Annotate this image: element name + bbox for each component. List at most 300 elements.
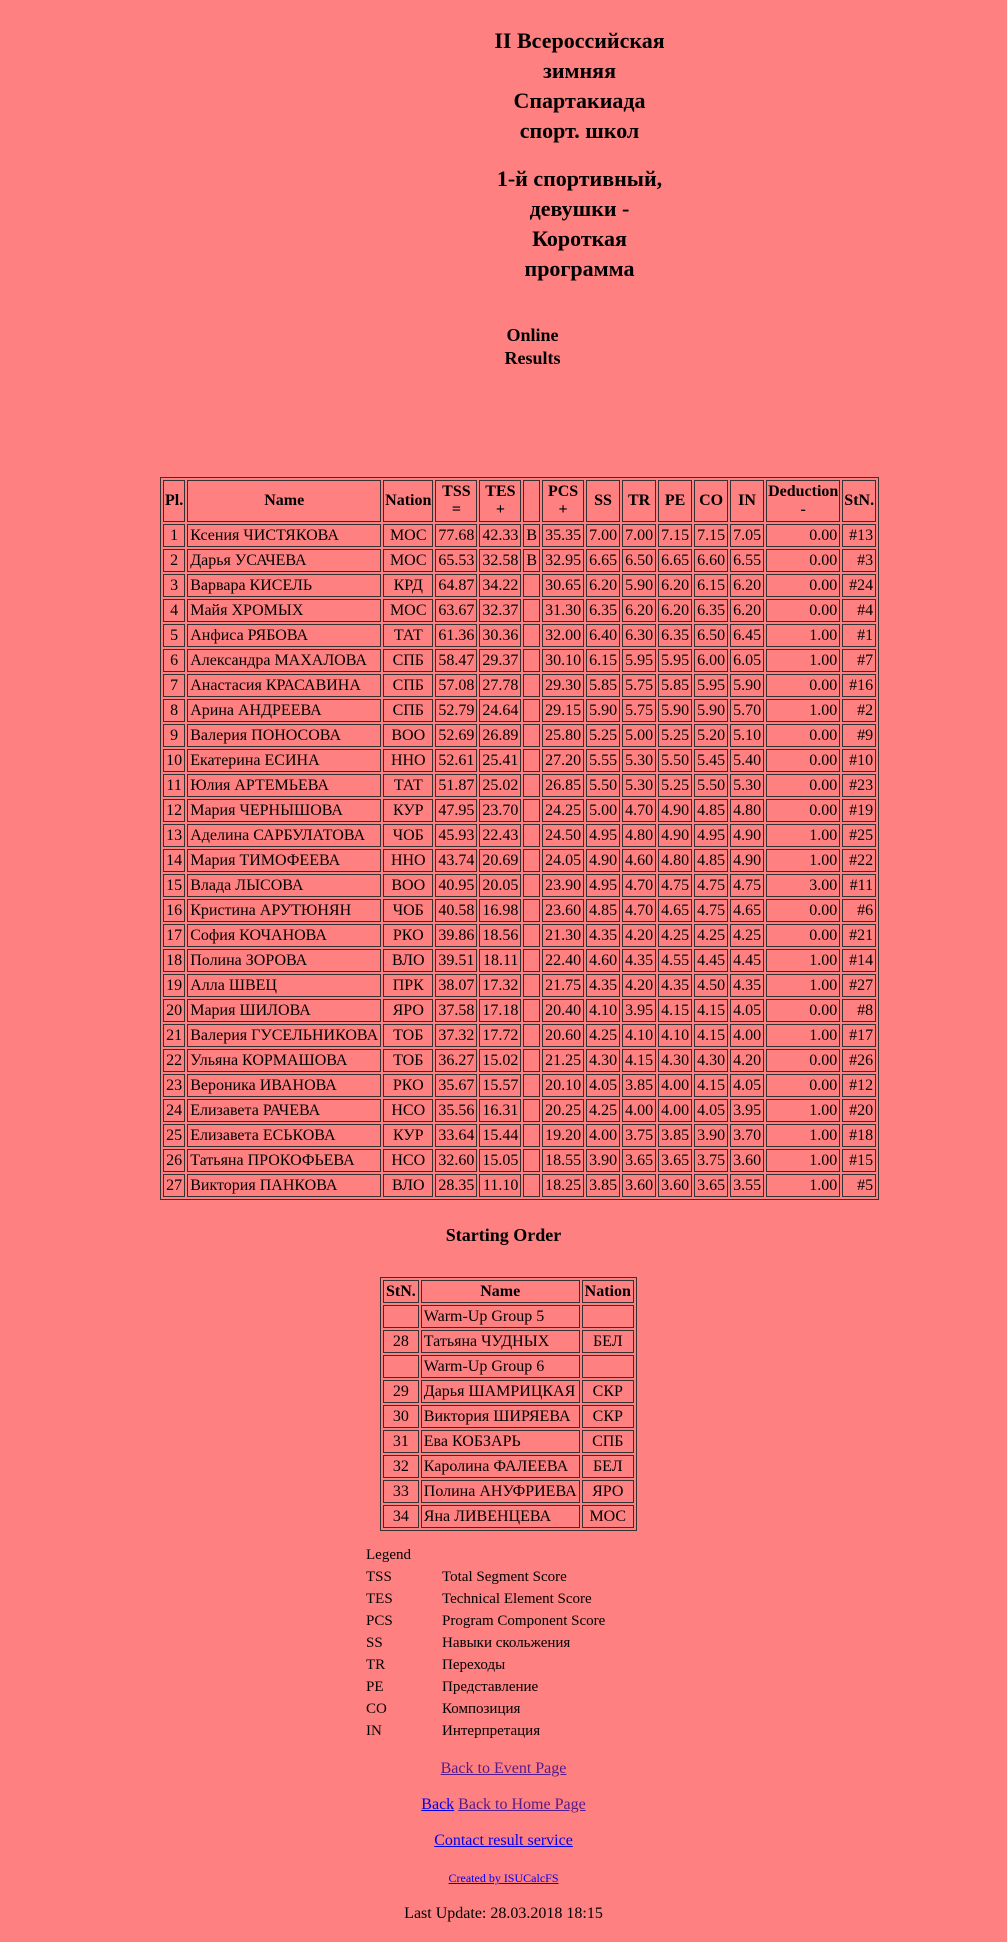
back-to-home-link[interactable]: Back to Home Page <box>458 1796 586 1813</box>
legend-item <box>366 1610 605 1632</box>
result-pcs: 22.40 <box>542 949 584 972</box>
result-bonus <box>523 749 540 772</box>
result-ss: 4.10 <box>586 999 620 1022</box>
result-deduction: 0.00 <box>766 724 840 747</box>
legend-abbr: TR <box>366 1657 386 1673</box>
result-co: 4.85 <box>694 849 728 872</box>
result-tr: 5.30 <box>622 774 656 797</box>
result-pe: 4.90 <box>658 824 692 847</box>
result-tes: 22.43 <box>479 824 521 847</box>
result-deduction: 1.00 <box>766 624 840 647</box>
result-pcs: 20.10 <box>542 1074 584 1097</box>
result-co: 6.60 <box>694 549 728 572</box>
result-row <box>163 699 876 722</box>
header-pe: PE <box>658 480 692 522</box>
result-in: 6.05 <box>730 649 764 672</box>
result-pe: 3.65 <box>658 1149 692 1172</box>
result-pcs: 18.25 <box>542 1174 584 1197</box>
result-tss: 63.67 <box>435 599 477 622</box>
result-stn: #19 <box>842 799 876 822</box>
so-name: Яна ЛИВЕНЦЕВА <box>421 1505 580 1528</box>
result-nation: МОС <box>383 549 433 572</box>
result-nation: ВЛО <box>383 949 433 972</box>
result-name: Майя ХРОМЫХ <box>187 599 381 622</box>
result-tss: 40.95 <box>435 874 477 897</box>
result-place: 16 <box>163 899 185 922</box>
result-pcs: 24.50 <box>542 824 584 847</box>
header-tes: TES + <box>479 480 521 522</box>
result-tes: 23.70 <box>479 799 521 822</box>
result-row <box>163 924 876 947</box>
result-tr: 5.00 <box>622 724 656 747</box>
starting-order-row <box>383 1405 634 1428</box>
so-nation: СПБ <box>582 1430 634 1453</box>
result-co: 4.50 <box>694 974 728 997</box>
result-deduction: 0.00 <box>766 574 840 597</box>
result-co: 4.95 <box>694 824 728 847</box>
result-ss: 5.50 <box>586 774 620 797</box>
result-stn: #4 <box>842 599 876 622</box>
result-stn: #8 <box>842 999 876 1022</box>
back-links-row <box>0 1796 1007 1814</box>
result-deduction: 1.00 <box>766 1024 840 1047</box>
result-in: 4.35 <box>730 974 764 997</box>
result-nation: РКО <box>383 1074 433 1097</box>
result-pcs: 30.65 <box>542 574 584 597</box>
result-pe: 4.00 <box>658 1099 692 1122</box>
result-in: 4.25 <box>730 924 764 947</box>
result-name: Вероника ИВАНОВА <box>187 1074 381 1097</box>
warm-up-group-row <box>383 1355 634 1378</box>
so-stn: 30 <box>383 1405 419 1428</box>
result-tss: 52.79 <box>435 699 477 722</box>
result-tes: 24.64 <box>479 699 521 722</box>
result-name: Анфиса РЯБОВА <box>187 624 381 647</box>
result-deduction: 1.00 <box>766 849 840 872</box>
result-co: 4.05 <box>694 1099 728 1122</box>
result-tes: 11.10 <box>479 1174 521 1197</box>
result-pcs: 31.30 <box>542 599 584 622</box>
result-tes: 42.33 <box>479 524 521 547</box>
result-row <box>163 624 876 647</box>
result-in: 4.45 <box>730 949 764 972</box>
result-ss: 4.95 <box>586 874 620 897</box>
result-pcs: 27.20 <box>542 749 584 772</box>
starting-order-row <box>383 1505 634 1528</box>
result-nation: КУР <box>383 799 433 822</box>
result-nation: МОС <box>383 599 433 622</box>
result-row <box>163 974 876 997</box>
result-deduction: 1.00 <box>766 649 840 672</box>
result-place: 10 <box>163 749 185 772</box>
result-tss: 65.53 <box>435 549 477 572</box>
result-tr: 4.70 <box>622 799 656 822</box>
result-pe: 3.85 <box>658 1124 692 1147</box>
result-row <box>163 724 876 747</box>
result-nation: РКО <box>383 924 433 947</box>
legend-desc: Technical Element Score <box>442 1591 592 1607</box>
result-ss: 4.35 <box>586 924 620 947</box>
so-nation: СКР <box>582 1380 634 1403</box>
result-stn: #15 <box>842 1149 876 1172</box>
result-pcs: 24.25 <box>542 799 584 822</box>
result-ss: 5.90 <box>586 699 620 722</box>
result-tr: 3.60 <box>622 1174 656 1197</box>
so-stn: 28 <box>383 1330 419 1353</box>
result-ss: 5.25 <box>586 724 620 747</box>
result-bonus <box>523 1074 540 1097</box>
result-pcs: 19.20 <box>542 1124 584 1147</box>
so-name: Warm-Up Group 6 <box>421 1355 580 1378</box>
legend-title: Legend <box>366 1547 411 1563</box>
result-co: 4.15 <box>694 999 728 1022</box>
result-bonus <box>523 1174 540 1197</box>
result-stn: #26 <box>842 1049 876 1072</box>
result-place: 15 <box>163 874 185 897</box>
result-deduction: 0.00 <box>766 774 840 797</box>
result-co: 3.65 <box>694 1174 728 1197</box>
result-ss: 3.85 <box>586 1174 620 1197</box>
result-row <box>163 999 876 1022</box>
result-row <box>163 824 876 847</box>
result-tss: 37.32 <box>435 1024 477 1047</box>
starting-order-row <box>383 1480 634 1503</box>
result-nation: ТАТ <box>383 774 433 797</box>
result-name: Ульяна КОРМАШОВА <box>187 1049 381 1072</box>
result-deduction: 1.00 <box>766 824 840 847</box>
legend-item <box>366 1698 605 1720</box>
result-nation: ННО <box>383 849 433 872</box>
result-tss: 45.93 <box>435 824 477 847</box>
legend-desc: Program Component Score <box>442 1613 606 1629</box>
result-ss: 5.00 <box>586 799 620 822</box>
so-name: Ева КОБЗАРЬ <box>421 1430 580 1453</box>
result-name: Дарья УСАЧЕВА <box>187 549 381 572</box>
result-stn: #24 <box>842 574 876 597</box>
result-bonus <box>523 599 540 622</box>
result-name: Татьяна ПРОКОФЬЕВА <box>187 1149 381 1172</box>
result-pe: 5.85 <box>658 674 692 697</box>
result-row <box>163 674 876 697</box>
result-place: 9 <box>163 724 185 747</box>
result-stn: #11 <box>842 874 876 897</box>
legend-item <box>366 1588 605 1610</box>
result-tss: 77.68 <box>435 524 477 547</box>
result-tr: 6.50 <box>622 549 656 572</box>
result-tr: 6.30 <box>622 624 656 647</box>
result-tr: 5.95 <box>622 649 656 672</box>
result-co: 4.30 <box>694 1049 728 1072</box>
result-ss: 6.40 <box>586 624 620 647</box>
result-in: 4.65 <box>730 899 764 922</box>
result-deduction: 0.00 <box>766 549 840 572</box>
so-stn <box>383 1305 419 1328</box>
result-stn: #23 <box>842 774 876 797</box>
result-nation: КРД <box>383 574 433 597</box>
result-row <box>163 599 876 622</box>
result-in: 3.70 <box>730 1124 764 1147</box>
result-ss: 4.90 <box>586 849 620 872</box>
result-tss: 35.67 <box>435 1074 477 1097</box>
result-ss: 4.25 <box>586 1099 620 1122</box>
header-nation: Nation <box>383 480 433 522</box>
result-pe: 4.25 <box>658 924 692 947</box>
result-pcs: 20.60 <box>542 1024 584 1047</box>
starting-order-row <box>383 1430 634 1453</box>
result-in: 4.05 <box>730 1074 764 1097</box>
result-ss: 5.85 <box>586 674 620 697</box>
result-place: 3 <box>163 574 185 597</box>
so-header-stn: StN. <box>383 1280 419 1303</box>
warm-up-group-row <box>383 1305 634 1328</box>
result-tes: 20.69 <box>479 849 521 872</box>
result-deduction: 0.00 <box>766 1049 840 1072</box>
result-pe: 6.65 <box>658 549 692 572</box>
result-place: 24 <box>163 1099 185 1122</box>
result-pe: 6.35 <box>658 624 692 647</box>
result-nation: ТОБ <box>383 1024 433 1047</box>
result-deduction: 0.00 <box>766 599 840 622</box>
result-bonus <box>523 1124 540 1147</box>
result-pe: 5.25 <box>658 774 692 797</box>
result-pe: 4.90 <box>658 799 692 822</box>
result-bonus <box>523 849 540 872</box>
result-pe: 4.65 <box>658 899 692 922</box>
result-co: 5.50 <box>694 774 728 797</box>
back-to-event-row <box>0 1760 1007 1778</box>
result-tss: 58.47 <box>435 649 477 672</box>
legend-item <box>366 1566 605 1588</box>
result-deduction: 0.00 <box>766 674 840 697</box>
result-tr: 3.65 <box>622 1149 656 1172</box>
back-link[interactable]: Back <box>421 1796 455 1813</box>
result-stn: #20 <box>842 1099 876 1122</box>
result-deduction: 1.00 <box>766 699 840 722</box>
result-stn: #22 <box>842 849 876 872</box>
result-name: Валерия ГУСЕЛЬНИКОВА <box>187 1024 381 1047</box>
result-pe: 3.60 <box>658 1174 692 1197</box>
result-place: 4 <box>163 599 185 622</box>
result-tss: 52.61 <box>435 749 477 772</box>
result-tss: 57.08 <box>435 674 477 697</box>
result-tr: 4.20 <box>622 924 656 947</box>
result-ss: 4.95 <box>586 824 620 847</box>
result-in: 4.75 <box>730 874 764 897</box>
result-ss: 6.15 <box>586 649 620 672</box>
result-tr: 3.85 <box>622 1074 656 1097</box>
result-bonus <box>523 1099 540 1122</box>
header-co: CO <box>694 480 728 522</box>
result-name: София КОЧАНОВА <box>187 924 381 947</box>
starting-order-row <box>383 1455 634 1478</box>
result-ss: 3.90 <box>586 1149 620 1172</box>
result-nation: ВОО <box>383 724 433 747</box>
legend-item <box>366 1676 605 1698</box>
so-nation: ЯРО <box>582 1480 634 1503</box>
result-stn: #27 <box>842 974 876 997</box>
result-bonus <box>523 1049 540 1072</box>
result-stn: #2 <box>842 699 876 722</box>
result-tss: 47.95 <box>435 799 477 822</box>
result-tr: 5.30 <box>622 749 656 772</box>
starting-order-row <box>383 1330 634 1353</box>
result-bonus <box>523 1149 540 1172</box>
result-pcs: 29.30 <box>542 674 584 697</box>
result-co: 4.75 <box>694 899 728 922</box>
result-in: 6.20 <box>730 574 764 597</box>
result-tes: 32.37 <box>479 599 521 622</box>
result-nation: МОС <box>383 524 433 547</box>
header-tss: TSS = <box>435 480 477 522</box>
result-pcs: 20.40 <box>542 999 584 1022</box>
result-stn: #13 <box>842 524 876 547</box>
result-name: Влада ЛЫСОВА <box>187 874 381 897</box>
so-name: Виктория ШИРЯЕВА <box>421 1405 580 1428</box>
contact-link[interactable]: Contact result service <box>434 1832 573 1849</box>
result-tes: 18.56 <box>479 924 521 947</box>
result-tr: 3.95 <box>622 999 656 1022</box>
legend-desc: Переходы <box>442 1657 506 1673</box>
result-in: 4.05 <box>730 999 764 1022</box>
result-pcs: 18.55 <box>542 1149 584 1172</box>
so-stn: 31 <box>383 1430 419 1453</box>
result-tes: 16.31 <box>479 1099 521 1122</box>
result-pcs: 21.75 <box>542 974 584 997</box>
result-place: 12 <box>163 799 185 822</box>
result-row <box>163 649 876 672</box>
result-deduction: 1.00 <box>766 1174 840 1197</box>
result-stn: #7 <box>842 649 876 672</box>
result-pcs: 24.05 <box>542 849 584 872</box>
result-in: 5.10 <box>730 724 764 747</box>
result-stn: #21 <box>842 924 876 947</box>
result-deduction: 0.00 <box>766 924 840 947</box>
header-pcs: PCS + <box>542 480 584 522</box>
last-update: Last Update: 28.03.2018 18:15 <box>404 1905 603 1922</box>
result-place: 25 <box>163 1124 185 1147</box>
header-tr: TR <box>622 480 656 522</box>
result-in: 5.30 <box>730 774 764 797</box>
legend-desc: Total Segment Score <box>442 1569 567 1585</box>
result-co: 3.75 <box>694 1149 728 1172</box>
legend-abbr: TES <box>366 1591 393 1607</box>
result-tr: 4.15 <box>622 1049 656 1072</box>
result-deduction: 0.00 <box>766 749 840 772</box>
back-to-event-link[interactable]: Back to Event Page <box>440 1760 567 1777</box>
result-place: 13 <box>163 824 185 847</box>
result-ss: 7.00 <box>586 524 620 547</box>
result-tes: 16.98 <box>479 899 521 922</box>
result-in: 4.00 <box>730 1024 764 1047</box>
result-deduction: 0.00 <box>766 999 840 1022</box>
result-tes: 30.36 <box>479 624 521 647</box>
result-ss: 4.25 <box>586 1024 620 1047</box>
result-ss: 4.85 <box>586 899 620 922</box>
result-stn: #10 <box>842 749 876 772</box>
result-pe: 4.75 <box>658 874 692 897</box>
header-name: Name <box>187 480 381 522</box>
result-co: 4.25 <box>694 924 728 947</box>
contact-row <box>0 1832 1007 1850</box>
result-row <box>163 899 876 922</box>
result-row <box>163 799 876 822</box>
result-place: 19 <box>163 974 185 997</box>
result-bonus <box>523 674 540 697</box>
legend-item <box>366 1720 605 1742</box>
so-nation: МОС <box>582 1505 634 1528</box>
result-tr: 5.75 <box>622 674 656 697</box>
header-bonus <box>523 480 540 522</box>
result-row <box>163 1149 876 1172</box>
result-ss: 4.30 <box>586 1049 620 1072</box>
result-co: 4.75 <box>694 874 728 897</box>
result-nation: ЧОБ <box>383 899 433 922</box>
legend-abbr: SS <box>366 1635 383 1651</box>
result-tr: 4.20 <box>622 974 656 997</box>
header-in: IN <box>730 480 764 522</box>
legend-abbr: CO <box>366 1701 387 1717</box>
legend-abbr: IN <box>366 1723 382 1739</box>
result-place: 18 <box>163 949 185 972</box>
result-deduction: 0.00 <box>766 899 840 922</box>
legend-desc: Представление <box>442 1679 539 1695</box>
result-place: 2 <box>163 549 185 572</box>
result-row <box>163 774 876 797</box>
result-pe: 4.80 <box>658 849 692 872</box>
result-bonus <box>523 874 540 897</box>
result-row <box>163 574 876 597</box>
result-name: Елизавета ЕСЬКОВА <box>187 1124 381 1147</box>
result-pcs: 29.15 <box>542 699 584 722</box>
result-bonus <box>523 699 540 722</box>
result-row <box>163 1099 876 1122</box>
result-row <box>163 1124 876 1147</box>
result-tss: 39.51 <box>435 949 477 972</box>
result-stn: #12 <box>842 1074 876 1097</box>
result-nation: СПБ <box>383 674 433 697</box>
result-bonus <box>523 799 540 822</box>
so-stn: 34 <box>383 1505 419 1528</box>
result-deduction: 1.00 <box>766 1099 840 1122</box>
created-by-link[interactable]: Created by ISUCalcFS <box>448 1871 559 1885</box>
result-nation: НСО <box>383 1099 433 1122</box>
so-stn: 29 <box>383 1380 419 1403</box>
result-tes: 17.72 <box>479 1024 521 1047</box>
result-in: 4.90 <box>730 824 764 847</box>
result-in: 4.80 <box>730 799 764 822</box>
result-name: Аделина САРБУЛАТОВА <box>187 824 381 847</box>
result-tes: 15.02 <box>479 1049 521 1072</box>
result-row <box>163 1074 876 1097</box>
result-nation: ВОО <box>383 874 433 897</box>
result-deduction: 1.00 <box>766 974 840 997</box>
result-ss: 4.60 <box>586 949 620 972</box>
result-name: Варвара КИСЕЛЬ <box>187 574 381 597</box>
result-deduction: 0.00 <box>766 524 840 547</box>
result-tss: 36.27 <box>435 1049 477 1072</box>
result-name: Алла ШВЕЦ <box>187 974 381 997</box>
result-in: 4.90 <box>730 849 764 872</box>
results-header-row <box>163 480 876 522</box>
result-bonus <box>523 574 540 597</box>
result-tr: 3.75 <box>622 1124 656 1147</box>
result-stn: #6 <box>842 899 876 922</box>
result-ss: 6.35 <box>586 599 620 622</box>
result-bonus <box>523 724 540 747</box>
result-place: 7 <box>163 674 185 697</box>
starting-order-heading: Starting Order <box>445 1225 562 1245</box>
result-pcs: 23.60 <box>542 899 584 922</box>
